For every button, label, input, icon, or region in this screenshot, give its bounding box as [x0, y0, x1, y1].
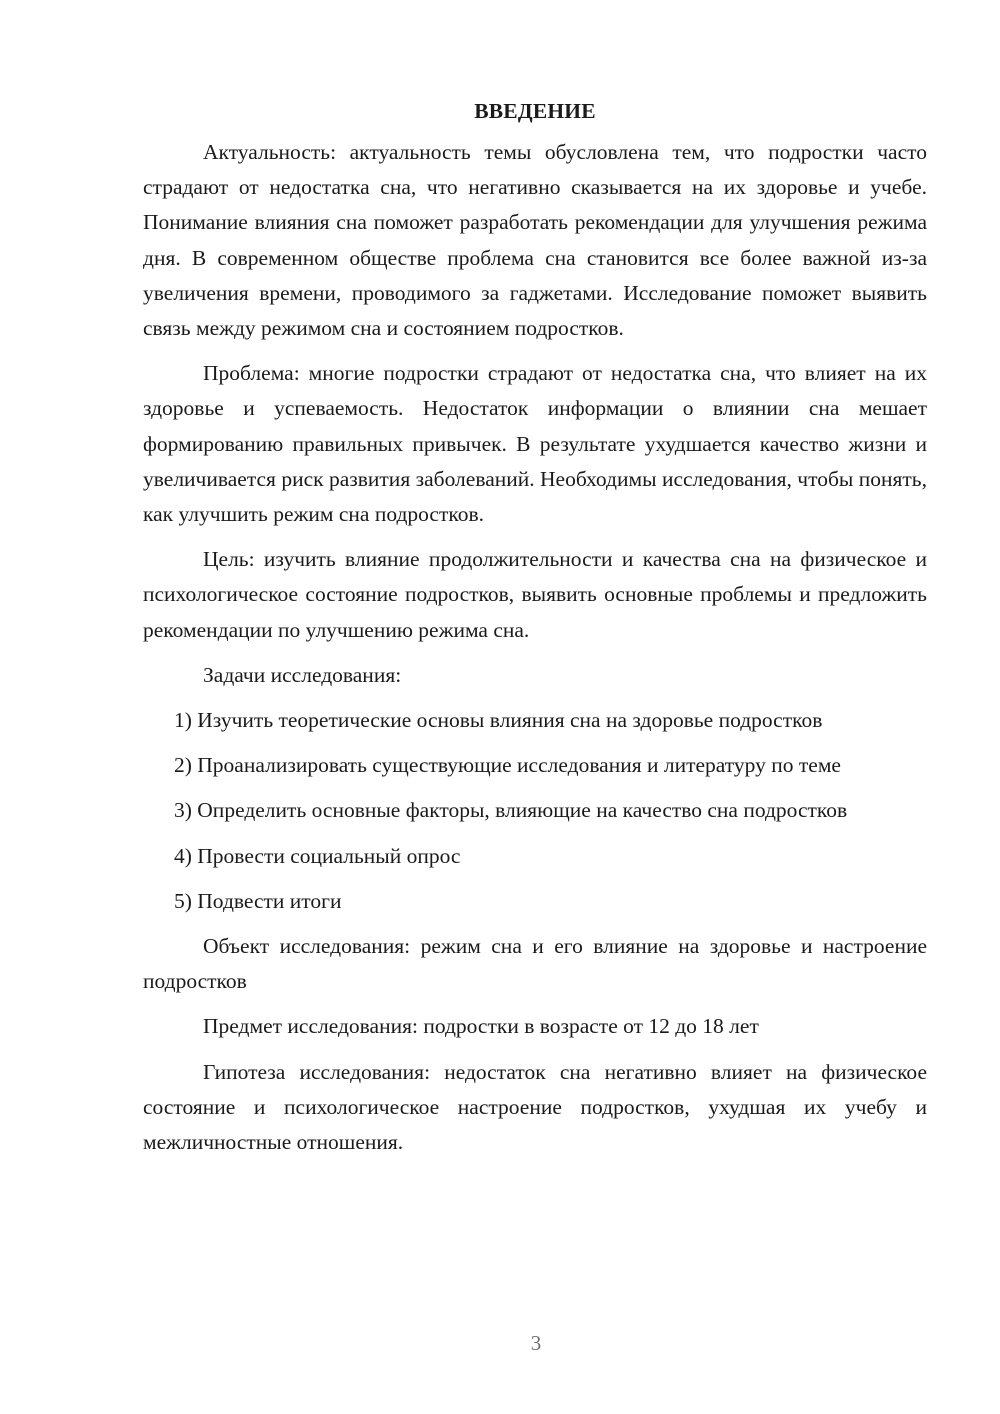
- task-item-2: 2) Проанализировать существующие исследования и литературу по теме: [174, 753, 841, 778]
- paragraph-subject: Предмет исследования: подростки в возрасте от 12 до 18 лет: [203, 1014, 759, 1039]
- paragraph-problem: Проблема: многие подростки страдают от недостатка сна, что влияет на их здоровье и успеваемость. Недостаток информации о влиянии сна мешает формированию правильных привычек. В результате ухудшается качество жизни и увеличивается риск развития заболеваний. Необходимы исследования, чтобы понять, как улучшить режим сна подростков.: [143, 361, 927, 527]
- task-item-4: 4) Провести социальный опрос: [174, 843, 461, 868]
- paragraph-relevance: Актуальность: актуальность темы обусловлена тем, что подростки часто страдают от недостатка сна, что негативно сказывается на их здоровье и учебе. Понимание влияния сна поможет разработать рекомендации для улучшения режима дня. В современном обществе проблема сна становится все более важной из-за увеличения времени, проводимого за гаджетами. Исследование поможет выявить связь между режимом сна и состоянием подростков.: [143, 140, 927, 341]
- paragraph-goal: Цель: изучить влияние продолжительности и качества сна на физическое и психологическое состояние подростков, выявить основные проблемы и предложить рекомендации по улучшению режима сна.: [143, 547, 927, 642]
- task-item-1: 1) Изучить теоретические основы влияния сна на здоровье подростков: [174, 708, 823, 733]
- section-title: ВВЕДЕНИЕ: [474, 99, 596, 123]
- task-item-5: 5) Подвести итоги: [174, 888, 342, 913]
- paragraph-object: Объект исследования: режим сна и его влияние на здоровье и настроение подростков: [143, 934, 927, 994]
- page-number: 3: [530, 1331, 542, 1355]
- task-item-3: 3) Определить основные факторы, влияющие на качество сна подростков: [174, 798, 848, 823]
- page-content: [143, 94, 927, 1170]
- paragraph-hypothesis: Гипотеза исследования: недостаток сна негативно влияет на физическое состояние и психологическое настроение подростков, ухудшая их учебу и межличностные отношения.: [143, 1059, 927, 1155]
- tasks-heading: Задачи исследования:: [203, 662, 402, 687]
